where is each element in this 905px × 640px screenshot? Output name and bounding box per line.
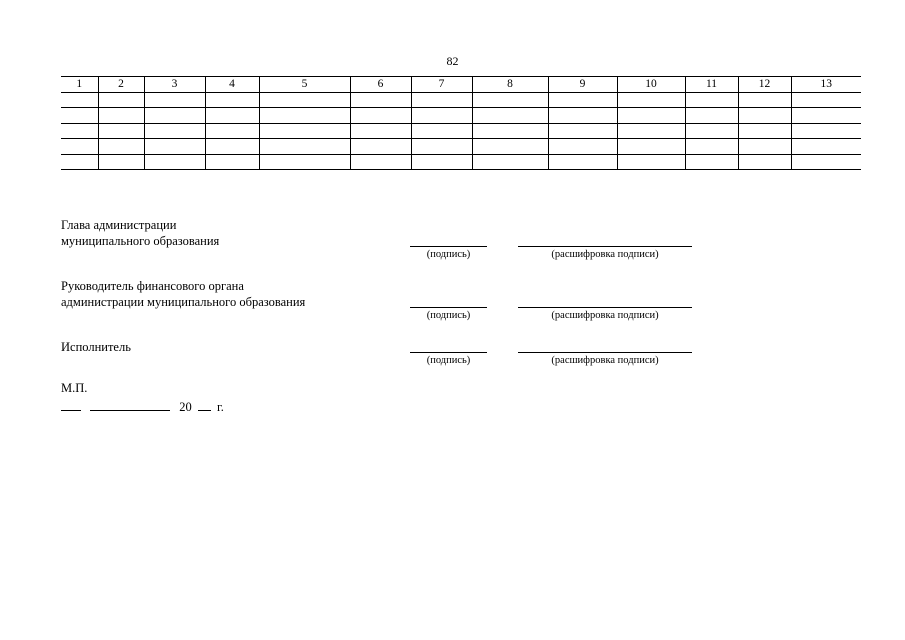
name-decode-line[interactable] (518, 307, 692, 308)
column-number: 3 (144, 77, 205, 93)
column-number: 11 (685, 77, 738, 93)
column-number: 5 (259, 77, 350, 93)
table-row (61, 123, 861, 139)
signature-title-line: Руководитель финансового органа (61, 279, 244, 293)
table-cell[interactable] (205, 92, 259, 108)
signature-title-finance-head (61, 278, 305, 310)
table-cell[interactable] (472, 154, 548, 170)
table-cell[interactable] (259, 123, 350, 139)
table-cell[interactable] (738, 123, 791, 139)
table-cell[interactable] (411, 139, 472, 155)
name-decode-line[interactable] (518, 352, 692, 353)
column-number: 1 (76, 78, 83, 91)
table-row (61, 139, 861, 155)
table-cell[interactable] (548, 92, 617, 108)
table-cell[interactable] (738, 92, 791, 108)
table-cell[interactable] (472, 108, 548, 124)
table-cell[interactable] (205, 108, 259, 124)
year-blank[interactable] (198, 399, 211, 411)
table-cell[interactable] (98, 139, 144, 155)
table-cell[interactable] (98, 154, 144, 170)
day-blank[interactable] (61, 399, 81, 411)
table-cell[interactable] (144, 123, 205, 139)
table-cell[interactable] (259, 108, 350, 124)
table-cell[interactable] (350, 123, 411, 139)
year-suffix: г. (217, 400, 224, 414)
table-cell[interactable] (144, 154, 205, 170)
name-decode-caption: (расшифровка подписи) (551, 310, 659, 321)
table-cell[interactable] (548, 123, 617, 139)
signature-title-line: Исполнитель (61, 340, 131, 354)
table-cell[interactable] (350, 92, 411, 108)
table-cell[interactable] (259, 154, 350, 170)
page-number: 82 (446, 54, 459, 68)
column-number: 9 (548, 77, 617, 93)
table-cell[interactable] (472, 139, 548, 155)
table-cell[interactable] (144, 92, 205, 108)
column-number: 10 (617, 77, 685, 93)
table-cell[interactable] (472, 123, 548, 139)
table-cell[interactable] (791, 139, 861, 155)
date-line (61, 399, 224, 415)
table-cell[interactable] (98, 92, 144, 108)
signature-title-executor (61, 339, 131, 355)
table-cell[interactable] (548, 139, 617, 155)
signature-caption: (подпись) (426, 310, 471, 321)
signature-title-head-of-administration (61, 217, 219, 249)
table-header-row (61, 77, 861, 93)
table-cell[interactable] (411, 108, 472, 124)
table-cell[interactable] (685, 123, 738, 139)
table-cell[interactable] (61, 139, 98, 155)
month-blank[interactable] (90, 399, 170, 411)
signature-title-line: администрации муниципального образования (61, 295, 306, 309)
table-cell[interactable] (411, 154, 472, 170)
form-table (61, 76, 861, 170)
stamp-place-label: М.П. (61, 381, 88, 395)
year-prefix: 20 (179, 400, 192, 414)
column-number: 6 (350, 77, 411, 93)
name-decode-line[interactable] (518, 246, 692, 247)
table-row (61, 154, 861, 170)
table-cell[interactable] (144, 139, 205, 155)
table-cell[interactable] (205, 154, 259, 170)
table-cell[interactable] (205, 139, 259, 155)
table-cell[interactable] (350, 154, 411, 170)
table-cell[interactable] (472, 92, 548, 108)
table-cell[interactable] (350, 108, 411, 124)
table-cell[interactable] (617, 154, 685, 170)
signature-line[interactable] (410, 246, 487, 247)
table-cell[interactable] (685, 154, 738, 170)
table-cell[interactable] (259, 92, 350, 108)
table-cell[interactable] (685, 108, 738, 124)
column-number: 12 (738, 77, 791, 93)
table-cell[interactable] (61, 108, 98, 124)
column-number: 13 (791, 77, 861, 93)
table-cell[interactable] (791, 108, 861, 124)
table-cell[interactable] (791, 92, 861, 108)
table-cell[interactable] (61, 154, 98, 170)
signature-line[interactable] (410, 307, 487, 308)
signature-title-line: Глава администрации (61, 218, 177, 232)
table-cell[interactable] (791, 154, 861, 170)
table-cell[interactable] (98, 123, 144, 139)
name-decode-caption: (расшифровка подписи) (551, 249, 659, 260)
column-number: 8 (472, 77, 548, 93)
table-cell[interactable] (617, 92, 685, 108)
table-cell[interactable] (617, 139, 685, 155)
column-number: 2 (98, 77, 144, 93)
table-cell[interactable] (738, 108, 791, 124)
table-row (61, 92, 861, 108)
table-cell[interactable] (411, 123, 472, 139)
table-cell[interactable] (617, 108, 685, 124)
table-cell[interactable] (205, 123, 259, 139)
name-decode-caption: (расшифровка подписи) (551, 355, 659, 366)
table-cell[interactable] (350, 139, 411, 155)
column-number: 7 (411, 77, 472, 93)
table-cell[interactable] (144, 108, 205, 124)
table-cell[interactable] (411, 92, 472, 108)
table-cell[interactable] (791, 123, 861, 139)
signature-title-line: муниципального образования (61, 234, 220, 248)
table-cell[interactable] (259, 139, 350, 155)
table-cell[interactable] (738, 139, 791, 155)
table-cell[interactable] (617, 123, 685, 139)
table-cell[interactable] (738, 154, 791, 170)
table-row (61, 108, 861, 124)
column-number: 4 (205, 77, 259, 93)
table-cell[interactable] (548, 154, 617, 170)
table-cell[interactable] (685, 92, 738, 108)
table-cell[interactable] (685, 139, 738, 155)
table-cell[interactable] (61, 92, 98, 108)
table-cell[interactable] (61, 123, 98, 139)
signature-caption: (подпись) (426, 249, 471, 260)
signature-line[interactable] (410, 352, 487, 353)
table-cell[interactable] (98, 108, 144, 124)
signature-caption: (подпись) (426, 355, 471, 366)
table-cell[interactable] (548, 108, 617, 124)
